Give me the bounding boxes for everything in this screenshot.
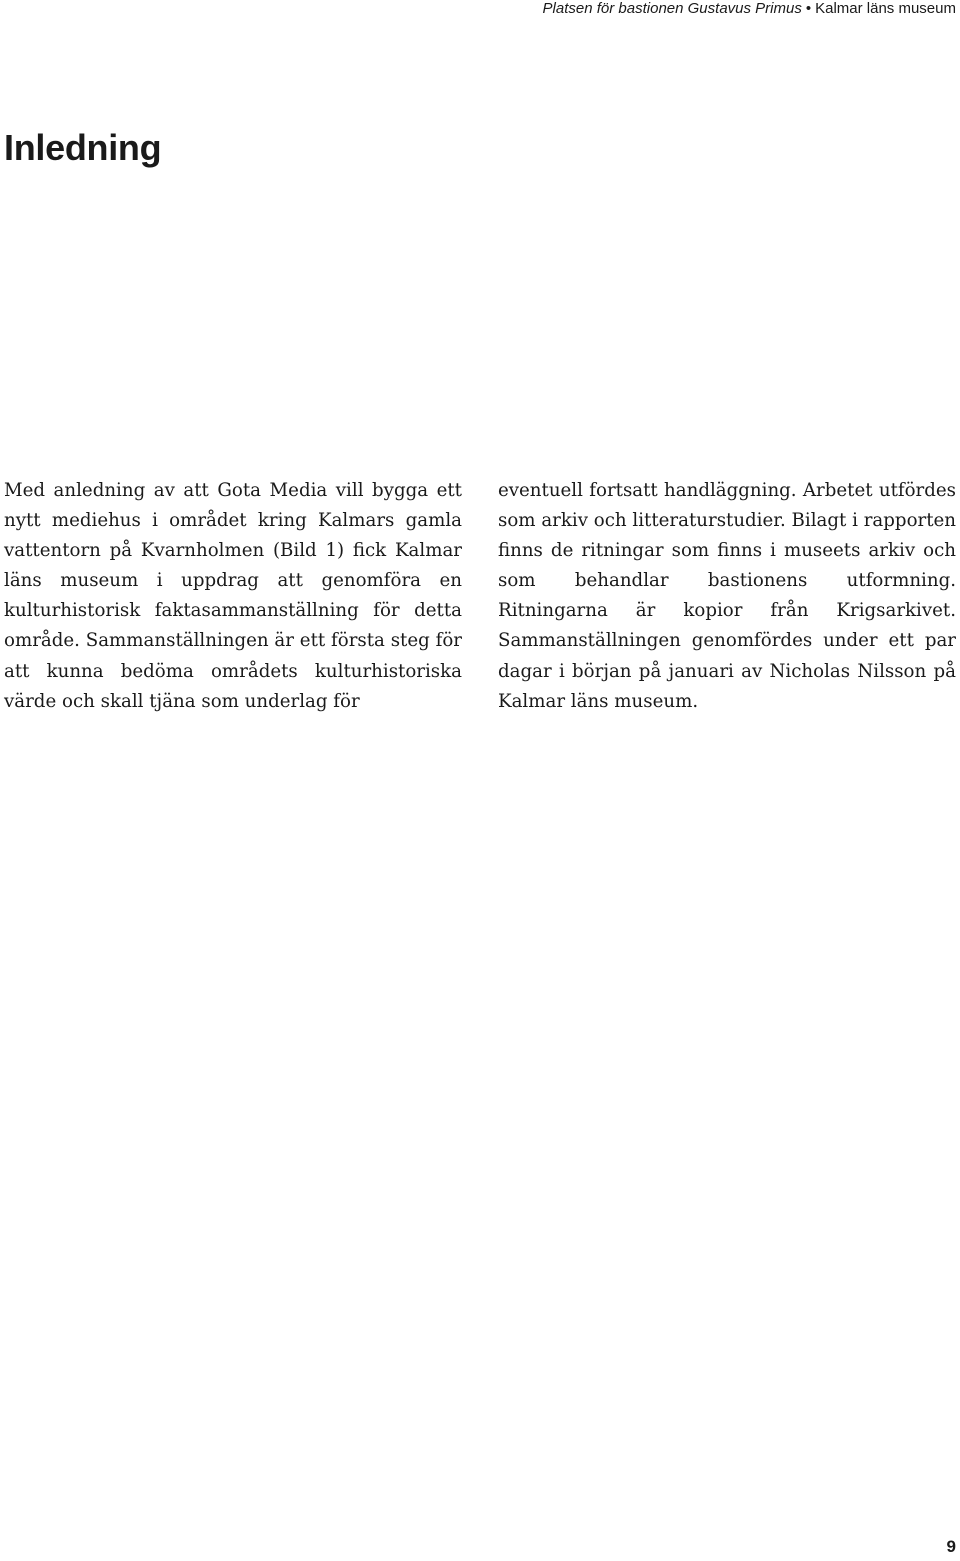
page-number: 9 [946, 1537, 956, 1556]
body-column-left: Med anledning av att Gota Media vill bygga ett nytt mediehus i området kring Kalmars gamla vattentorn på Kvarnholmen (Bild 1) fick Kalmar läns museum i uppdrag att genomföra en kulturhistorisk faktasammanställning för detta område. Sammanställningen är ett första steg för att kunna bedöma områdets kulturhistoriska värde och skall tjäna som underlag för [4, 480, 462, 712]
page-title: Inledning [4, 127, 162, 168]
header-separator: • [805, 0, 812, 17]
organization-name: Kalmar läns museum [815, 0, 956, 17]
running-header [543, 0, 956, 18]
body-column-right: eventuell fortsatt handläggning. Arbetet utfördes som arkiv och litteraturstudier. Bilagt i rapporten finns de ritningar som finns i museets arkiv och som behandlar bastionens utformning. Ritningarna är kopior från Krigsarkivet. Sammanställningen genomfördes under ett par dagar i början på januari av Nicholas Nilsson på Kalmar läns museum. [498, 480, 956, 712]
publication-title: Platsen för bastionen Gustavus Primus [542, 0, 802, 17]
